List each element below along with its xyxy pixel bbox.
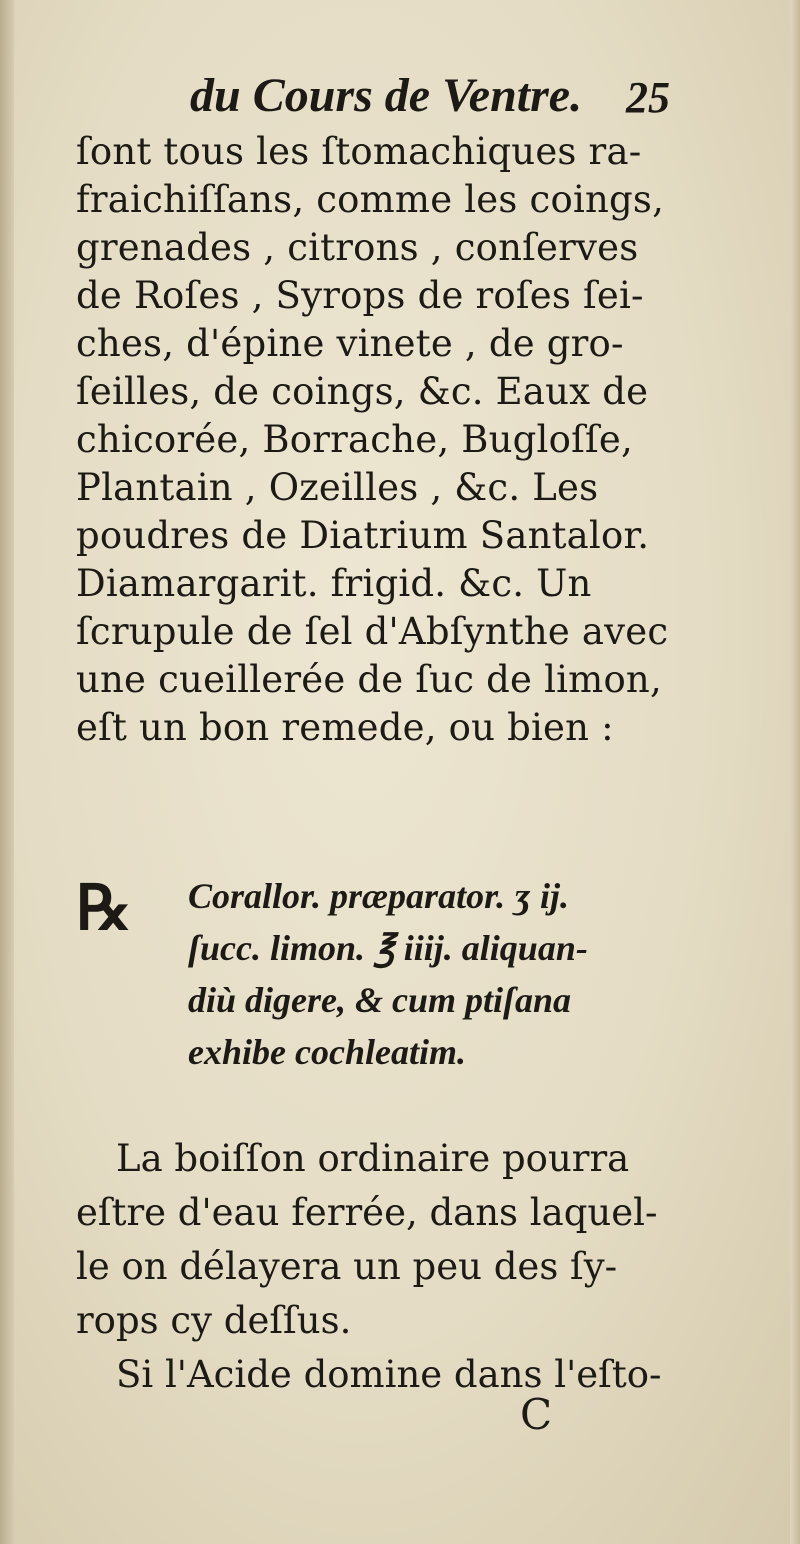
prescription-lines: [188, 870, 588, 1078]
text-line: une cueillerée de ſuc de limon,: [76, 658, 662, 701]
prescription-line: ſucc. limon. ℥ iiij. aliquan-: [188, 928, 588, 968]
page-left-edge: [0, 0, 14, 1544]
text-line: ſeilles, de coings, &c. Eaux de: [76, 370, 649, 413]
body-paragraph-1: [76, 128, 712, 752]
text-line: eſt un bon remede, ou bien :: [76, 706, 614, 749]
text-line: Plantain , Ozeilles , &c. Les: [76, 466, 599, 509]
text-line: le on délayera un peu des ſy-: [76, 1245, 618, 1288]
signature-mark: C: [520, 1390, 553, 1439]
page-number: 25: [626, 73, 670, 122]
text-line: de Roſes , Syrops de roſes ſei-: [76, 274, 644, 317]
text-line: rops cy deſſus.: [76, 1299, 352, 1342]
text-line: fraichiſſans, comme les coings,: [76, 178, 665, 221]
text-line: La boiſſon ordinaire pourra: [116, 1137, 630, 1180]
text-line: Si l'Acide domine dans l'eſto-: [116, 1353, 662, 1396]
page-header: [190, 68, 670, 124]
text-line: ſont tous les ſtomachiques ra-: [76, 130, 642, 173]
text-line: ches, d'épine vinete , de gro-: [76, 322, 624, 365]
text-line: ſcrupule de ſel d'Abſynthe avec: [76, 610, 669, 653]
prescription-line: Corallor. præparator. ʒ ij.: [188, 876, 570, 916]
body-paragraph-2: [76, 1132, 736, 1402]
text-line: poudres de Diatrium Santalor.: [76, 514, 650, 557]
page-right-edge: [790, 0, 800, 1544]
text-line: grenades , citrons , conſerves: [76, 226, 639, 269]
text-line: Diamargarit. frigid. &c. Un: [76, 562, 592, 605]
prescription-block: [76, 870, 712, 1080]
text-line: chicorée, Borrache, Bugloſſe,: [76, 418, 633, 461]
text-line: eſtre d'eau ferrée, dans laquel-: [76, 1191, 658, 1234]
running-head: du Cours de Ventre.: [190, 69, 583, 122]
prescription-line: exhibe cochleatim.: [188, 1032, 466, 1072]
recipe-symbol: ℞: [76, 875, 132, 943]
prescription-line: diù digere, & cum ptiſana: [188, 980, 572, 1020]
